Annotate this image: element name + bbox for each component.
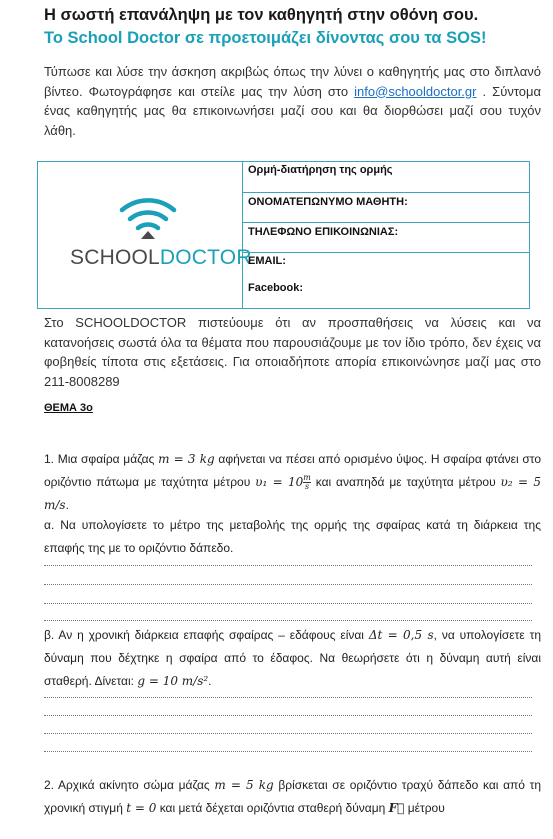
wifi-icon — [118, 195, 178, 241]
schooldoctor-logo: SCHOOLDOCTOR — [70, 246, 252, 269]
answer-line — [44, 751, 532, 752]
question-1a: α. Να υπολογίσετε το μέτρο της μεταβολής της ορμής της σφαίρας κατά τη διάρκεια της επαφής της με το οριζόντιο δάπεδο. — [44, 518, 541, 555]
topic-heading: ΘΕΜΑ 3ο — [44, 402, 93, 414]
field-topic: Ορμή-διατήρηση της ορμής — [243, 162, 529, 193]
question-1: 1. Μια σφαίρα μάζας m = 3 kg αφήνεται να πέσει από ορισμένο ύψος. Η σφαίρα φτάνει στο οριζόντιο πάτωμα με ταχύτητα μέτρου υ₁ = 10 $\frac{m}{s}$ και αναπηδά με ταχύτητα μέτρου υ₂ = 5 m/s. — [44, 452, 542, 512]
page-subtitle: Το School Doctor σε προετοιμάζει δίνοντας σου τα SOS! — [44, 29, 487, 47]
field-student-name: ΟΝΟΜΑΤΕΠΩΝΥΜΟ ΜΑΘΗΤΗ: — [243, 193, 529, 223]
page-title: Η σωστή επανάληψη με τον καθηγητή στην οθόνη σου. — [44, 6, 479, 24]
velocity-unit-fraction: $\frac{m}{s}$ — [303, 473, 311, 492]
answer-line — [44, 584, 532, 585]
field-phone: ΤΗΛΕΦΩΝΟ ΕΠΙΚΟΙΝΩΝΙΑΣ: — [243, 223, 529, 253]
question-2: 2. Αρχικά ακίνητο σώμα μάζας m = 5 kg βρίσκεται σε οριζόντιο τραχύ δάπεδο και από τη χρονική στιγμή t = 0 και μετά δέχεται οριζόντια σταθερή δύναμη F⃗ μέτρου — [44, 778, 542, 815]
field-email: EMAIL: — [248, 255, 286, 267]
question-1b: β. Αν η χρονική διάρκεια επαφής σφαίρας – εδάφους είναι Δt = 0,5 s, να υπολογίσετε τη δύναμη που δέχτηκε η σφαίρα από το έδαφος. Να θεωρήσετε ότι η δύναμη αυτή είναι σταθερή. Δίνεται: g = 10 m/s². — [44, 628, 541, 688]
answer-line — [44, 697, 532, 698]
answer-line — [44, 733, 532, 734]
field-facebook: Facebook: — [248, 282, 304, 294]
intro-text-before: Τύπωσε και λύσε την άσκηση ακριβώς όπως την λύνει ο καθηγητής μας στο διπλανό βίντεο. Φωτογράφησε και στείλε μας την λύση στο — [44, 64, 541, 99]
logo-cell — [38, 162, 252, 308]
student-info-card — [37, 161, 530, 309]
answer-line — [44, 620, 532, 621]
answer-line — [44, 565, 532, 566]
answer-line — [44, 603, 532, 604]
email-link[interactable]: info@schooldoctor.gr — [354, 83, 477, 99]
info-paragraph: Στο SCHOOLDOCTOR πιστεύουμε ότι αν προσπαθήσεις να λύσεις και να κατανοήσεις σωστά όλα τα θέματα που παρουσιάζουμε με τον ίδιο τρόπο, δεν έχεις να φοβηθείς τίποτα στις εξετάσεις. Για οποιαδήποτε απορία επικοινώνησε μαζί μας στο 211-8008289 — [44, 315, 541, 389]
answer-line — [44, 715, 532, 716]
intro-paragraph — [44, 62, 541, 140]
intro-text-after: . Σύντομα ένας καθηγητής μας θα επικοινωνήσει μαζί σου και θα διορθώσει μαζί σου τυχόν λάθη. — [44, 83, 542, 138]
